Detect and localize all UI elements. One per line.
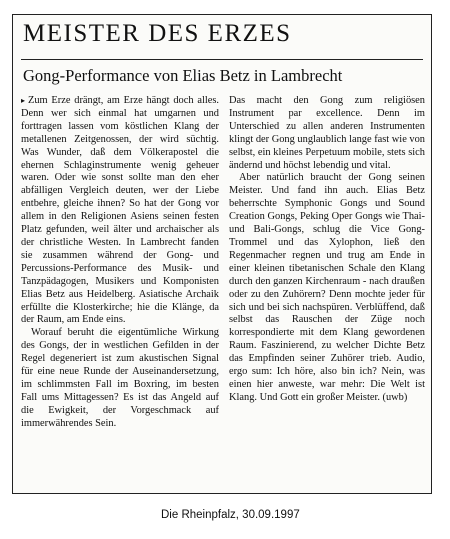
newspaper-clipping bbox=[12, 14, 432, 494]
article-subheadline: Gong-Performance von Elias Betz in Lambrecht bbox=[23, 66, 343, 85]
article-paragraph bbox=[21, 95, 219, 327]
article-paragraph: Das macht den Gong zum religiösen Instrument par excellence. Denn im Unterschied zu allen anderen Instrumenten klingt der Gong unglaublich lange fast wie von selbst, ein kleines Perpetuum mobile, stets sich ändernd und höchst lebendig und vital. bbox=[229, 95, 425, 171]
article-column-right bbox=[229, 95, 425, 405]
paragraph-marker-icon: ▸ bbox=[21, 96, 26, 105]
article-headline: MEISTER DES ERZES bbox=[23, 20, 292, 47]
headline-rule bbox=[21, 59, 423, 60]
article-paragraph-text: Zum Erze drängt, am Erze hängt doch alles. Denn wer sich einmal hat umgarnen und forttragen lassen vom köstlichen Klang der metallenen Zeitgenossen, der wird süchtig. Was Wunder, daß dem Völkerapostel die ehernen Schlaginstrumente wenig geheuer waren. Oder wie sonst sollte man den eher abfälligen Vergleich deuten, wer der Liebe entbehre, gleiche ihnen? So hat der Gong vor allem in den Religionen Asiens seinen festen Platz gefunden, weil älter und archaischer als der christliche Westen. In Lambrecht fanden sie zusammen während der Gong- und Percussions-Performance des Musik- und Tanzpädagogen, Musikers und Komponisten Elias Betz aus Heidelberg. Asiatische Archaik erfüllte die Klosterkirche; hie die Klänge, da der Raum, am Ende eins. bbox=[21, 95, 219, 326]
article-column-left bbox=[21, 95, 219, 431]
article-paragraph: Worauf beruht die eigentümliche Wirkung des Gongs, der in westlichen Gefilden in der Regel degeneriert ist zum akustischen Signal für eine neue Runde der Auseinandersetzung, im schlimmsten Fall im Boxring, im besten Fall ums Mittagessen? Es ist das Angeld auf die Ewigkeit, der Vorgeschmack auf immerwährendes Sein. bbox=[21, 327, 219, 429]
source-citation: Die Rheinpfalz, 30.09.1997 bbox=[161, 509, 300, 521]
article-paragraph: Aber natürlich braucht der Gong seinen Meister. Und fand ihn auch. Elias Betz beherrschte Symphonic Gongs und Sound Creation Gongs, Peking Oper Gongs wie Thai- und Bali-Gongs, schlug die Vice Gong-Trommel und das Xylophon, ließ den Regenmacher regnen und trug am Ende in einer kleinen tibetanischen Schale den Klang durch den ganzen Kirchenraum - nach draußen oder zu den Zuhörern? Denn mochte jeder für sich und bei sich nachspüren. Verblüffend, daß selbst das Rauschen der Züge noch korrespondierte mit dem Klang gewordenen Raum. Faszinierend, zu welcher Dichte Betz das Empfinden seiner Zuhörer trieb. Audio, ergo sum: Ich höre, also bin ich? Nein, was einen hier anweste, war mehr: Die Welt ist Klang. Und Gott ein großer Meister. (uwb) bbox=[229, 172, 425, 403]
